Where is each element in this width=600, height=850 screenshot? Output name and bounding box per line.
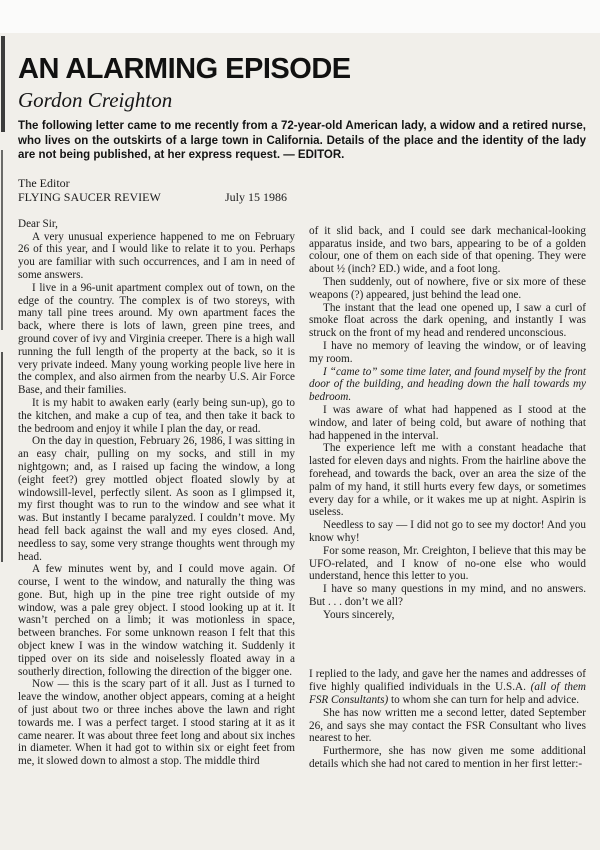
paragraph: of it slid back, and I could see dark mechanical-looking apparatus inside, and two bars, appearing to be of a golden colour, one of them on each side of that opening. They were about ½ (inch? ED.) wide, and a foot long. [309, 224, 586, 276]
reply-italic-note: (all of them FSR Consultants) [309, 681, 586, 707]
left-column [18, 218, 295, 771]
salutation: Dear Sir, [18, 217, 58, 230]
paragraph: I have no memory of leaving the window, or of leaving my room. [309, 339, 586, 365]
editor-note: The following letter came to me recently from a 72-year-old American lady, a widow and a retired nurse, who lives on the outskirts of a large town in California. Details of the place and the identity of the lady are not being published, at her express request. — EDITOR. [18, 120, 586, 162]
right-column [309, 218, 586, 771]
paragraph-italic: I “came to” some time later, and found myself by the front door of the building, and heading down the hall towards my bedroom. [309, 365, 586, 404]
reply-paragraph: Furthermore, she has now given me some additional details which she had not cared to mention in her first letter:- [309, 745, 586, 771]
two-column-body [18, 218, 586, 771]
paragraph: A few minutes went by, and I could move again. Of course, I went to the window, and naturally the thing was gone. But, high up in the pine tree right outside of my window, was a pale grey object. I stood looking up at it. It wasn’t perched on a limb; it was motionless in space, between branches. For some unknown reason I felt that this object knew I was in the window watching it. Suddenly it tipped over on its side and noiselessly floated away in a southerly direction, following the direction of the bigger one. [18, 563, 295, 678]
paragraph: A very unusual experience happened to me on February 26 of this year, and I would like to relate it to you. Perhaps you are familiar with such occurrences, and I am in need of some answers. [18, 230, 295, 281]
letterhead-publication: FLYING SAUCER REVIEW [18, 190, 161, 205]
scan-top-margin [0, 0, 600, 33]
article-title: AN ALARMING EPISODE [18, 53, 351, 85]
reply-text: I replied to the lady, and gave her the names and addresses of five highly qualified individuals in the U.S.A. [309, 668, 586, 694]
paragraph: I was aware of what had happened as I stood at the window, and later of being cold, but aware of nothing that had happened in the interval. [309, 403, 586, 442]
author-name: Gordon Creighton [18, 88, 173, 112]
reply-paragraph: She has now written me a second letter, dated September 26, and says she may contact the FSR Consultant who lives nearest to her. [309, 706, 586, 745]
reply-paragraph [309, 668, 586, 706]
letter-date: July 15 1986 [225, 190, 288, 205]
paragraph: For some reason, Mr. Creighton, I believe that this may be UFO-related, and I know of no-one else who would understand, hence this letter to you. [309, 544, 586, 583]
paragraph: Now — this is the scary part of it all. Just as I turned to leave the window, another object appears, coming at a height of just about two or three inches above the lawn and right towards me. I was a perfect target. I stood staring at it as it came nearer. It was about three feet long and about six inches in diameter. When it had got to within six or eight feet from me, it slowed down to almost a stop. The middle third [18, 678, 295, 768]
paragraph: On the day in question, February 26, 1986, I was sitting in an easy chair, pulling on my socks, and still in my nightgown; and, as I raised up facing the window, a long (eight feet?) grey mottled object floated slowly by at windowsill-level, perfectly silent. As soon as I glimpsed it, my first thought was to run to the window and see what it was. But instantly I became paralyzed. I couldn’t move. My head fell back against the wall and my eyes closed. And, needless to say, some very strange thoughts went through my head. [18, 435, 295, 563]
letter-closing: Yours sincerely, [323, 608, 395, 621]
paragraph: Then suddenly, out of nowhere, five or six more of these weapons (?) appeared, just behind the lead one. [309, 275, 586, 301]
paragraph: The experience left me with a constant headache that lasted for eleven days and nights. From the hairline above the forehead, and towards the back, over an area the size of the palm of my hand, it still hurts every few days, or sometimes every day for a while, or it wakes me up at night. Aspirin is useless. [309, 442, 586, 519]
paragraph: It is my habit to awaken early (early being sun-up), go to the kitchen, and make a cup of tea, and then take it back to the bedroom and enjoy it while I plan the day, or read. [18, 396, 295, 435]
letterhead [18, 176, 586, 205]
paragraph: The instant that the lead one opened up, I saw a curl of smoke float across the dark opening, and instantly I was struck on the front of my head and rendered unconscious. [309, 301, 586, 340]
article-content [0, 33, 600, 850]
paragraph: I have so many questions in my mind, and no answers. But . . . don’t we all? [309, 583, 586, 608]
paragraph: I live in a 96-unit apartment complex out of town, on the edge of the country. The complex is of two storeys, with many tall pine trees around. My own apartment faces the back, where there is lots of lawn, green pine trees, and ground cover of ivy and Virginia creeper. There is a high wall running the full length of the property at the back, so it is very private indeed. Many young working people live here in the complex, and also airmen from the nearby U.S. Air Force Base, and their families. [18, 281, 295, 397]
editor-reply [309, 668, 586, 770]
reply-text: to whom she can turn for help and advice. [388, 694, 580, 707]
paragraph: Needless to say — I did not go to see my doctor! And you know why! [309, 519, 586, 544]
letterhead-addressee: The Editor [18, 175, 70, 190]
